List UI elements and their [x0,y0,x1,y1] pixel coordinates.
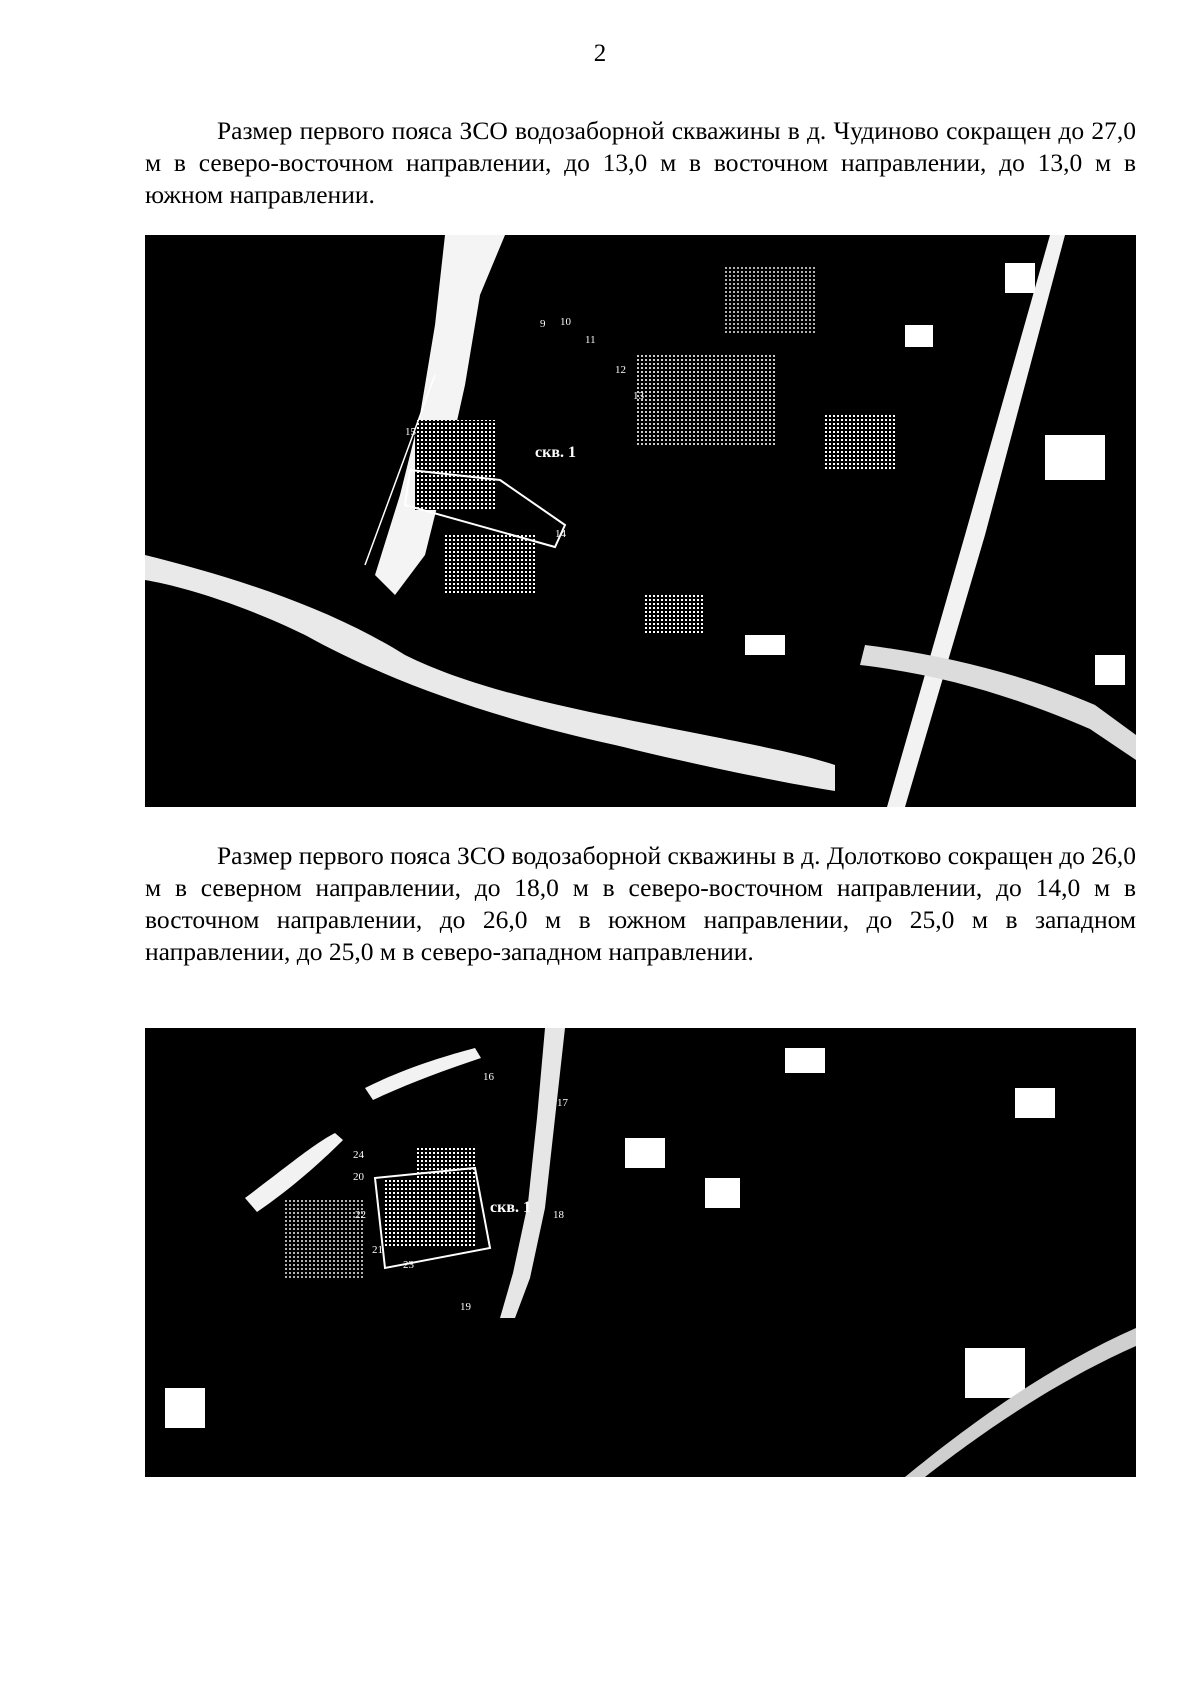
satellite-map-chudinovo [145,235,1136,807]
well-label: скв. 1 [535,444,576,461]
map-image-dolotkovo [145,1028,1136,1477]
point-number-label: 17 [557,1097,568,1109]
point-number-label: 14 [555,528,566,540]
point-number-label: 15 [405,426,416,438]
point-number-label: 18 [553,1209,564,1221]
point-number-label: 20 [353,1171,364,1183]
point-number-label: 10 [560,316,571,328]
point-number-label: 13 [633,390,644,402]
map-image-chudinovo [145,235,1136,807]
point-number-label: 24 [353,1149,364,1161]
point-number-label: 12 [615,364,626,376]
point-number-label: 11 [585,334,596,346]
point-number-label: 22 [355,1209,366,1221]
paragraph-dolotkovo: Размер первого пояса ЗСО водозаборной скважины в д. Долотково сокращен до 26,0 м в северном направлении, до 18,0 м в северо-восточном направлении, до 14,0 м в восточном направлении, до 26,0 м в южном направлении, до 25,0 м в западном направлении, до 25,0 м в северо-западном направлении. [145,841,1136,966]
satellite-map-dolotkovo [145,1028,1136,1477]
point-number-label: 19 [460,1301,471,1313]
point-number-label: 21 [372,1244,383,1256]
point-number-label: 16 [483,1071,494,1083]
well-label: скв. 1 [490,1199,531,1216]
page-number: 2 [593,40,607,67]
paragraph-chudinovo: Размер первого пояса ЗСО водозаборной скважины в д. Чудиново сокращен до 27,0 м в северо-восточном направлении, до 13,0 м в восточном направлении, до 13,0 м в южном направлении. [145,116,1136,209]
point-number-label: 9 [540,318,546,330]
point-number-label: 23 [403,1259,414,1271]
